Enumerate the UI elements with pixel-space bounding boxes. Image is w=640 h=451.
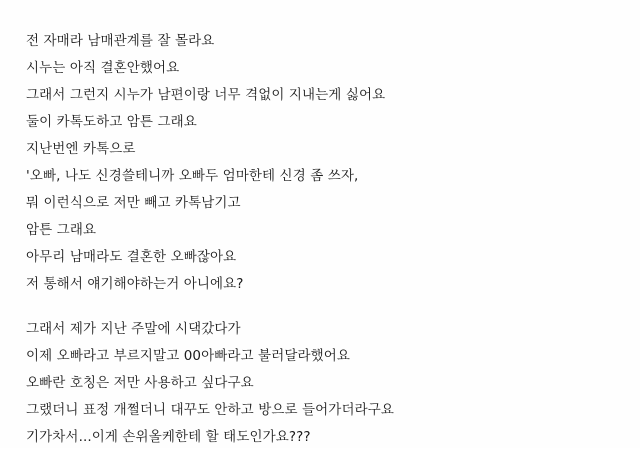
text-line: 그랬더니 표정 개쩔더니 대꾸도 안하고 방으로 들어가더라구요 <box>26 402 395 418</box>
text-line: 이제 오빠라고 부르지말고 00아빠라고 불러달라했어요 <box>26 348 351 364</box>
text-line: 기가차서...이게 손위올케한테 할 태도인가요??? <box>26 429 311 445</box>
text-line: 시누는 아직 결혼안했어요 <box>26 60 180 76</box>
text-line: 지난번엔 카톡으로 <box>26 141 136 157</box>
text-line: 암튼 그래요 <box>26 222 97 238</box>
text-line: 저 통해서 얘기해야하는거 아니에요? <box>26 276 244 292</box>
text-line: 둘이 카톡도하고 암튼 그래요 <box>26 114 197 130</box>
text-line: 그래서 그런지 시누가 남편이랑 너무 격없이 지내는게 싫어요 <box>26 87 386 103</box>
text-line: 오빠란 호칭은 저만 사용하고 싶다구요 <box>26 375 254 391</box>
text-line: 아무리 남매라도 결혼한 오빠잖아요 <box>26 249 237 265</box>
text-line: 그래서 제가 지난 주말에 시댁갔다가 <box>26 321 241 337</box>
text-line: '오빠, 나도 신경쓸테니까 오빠두 엄마한테 신경 좀 쓰자, <box>26 168 359 184</box>
paragraph-2 <box>26 316 614 451</box>
text-line: 전 자매라 남매관계를 잘 몰라요 <box>26 33 215 49</box>
text-line: 뭐 이런식으로 저만 빼고 카톡남기고 <box>26 195 241 211</box>
paragraph-1 <box>26 28 614 298</box>
